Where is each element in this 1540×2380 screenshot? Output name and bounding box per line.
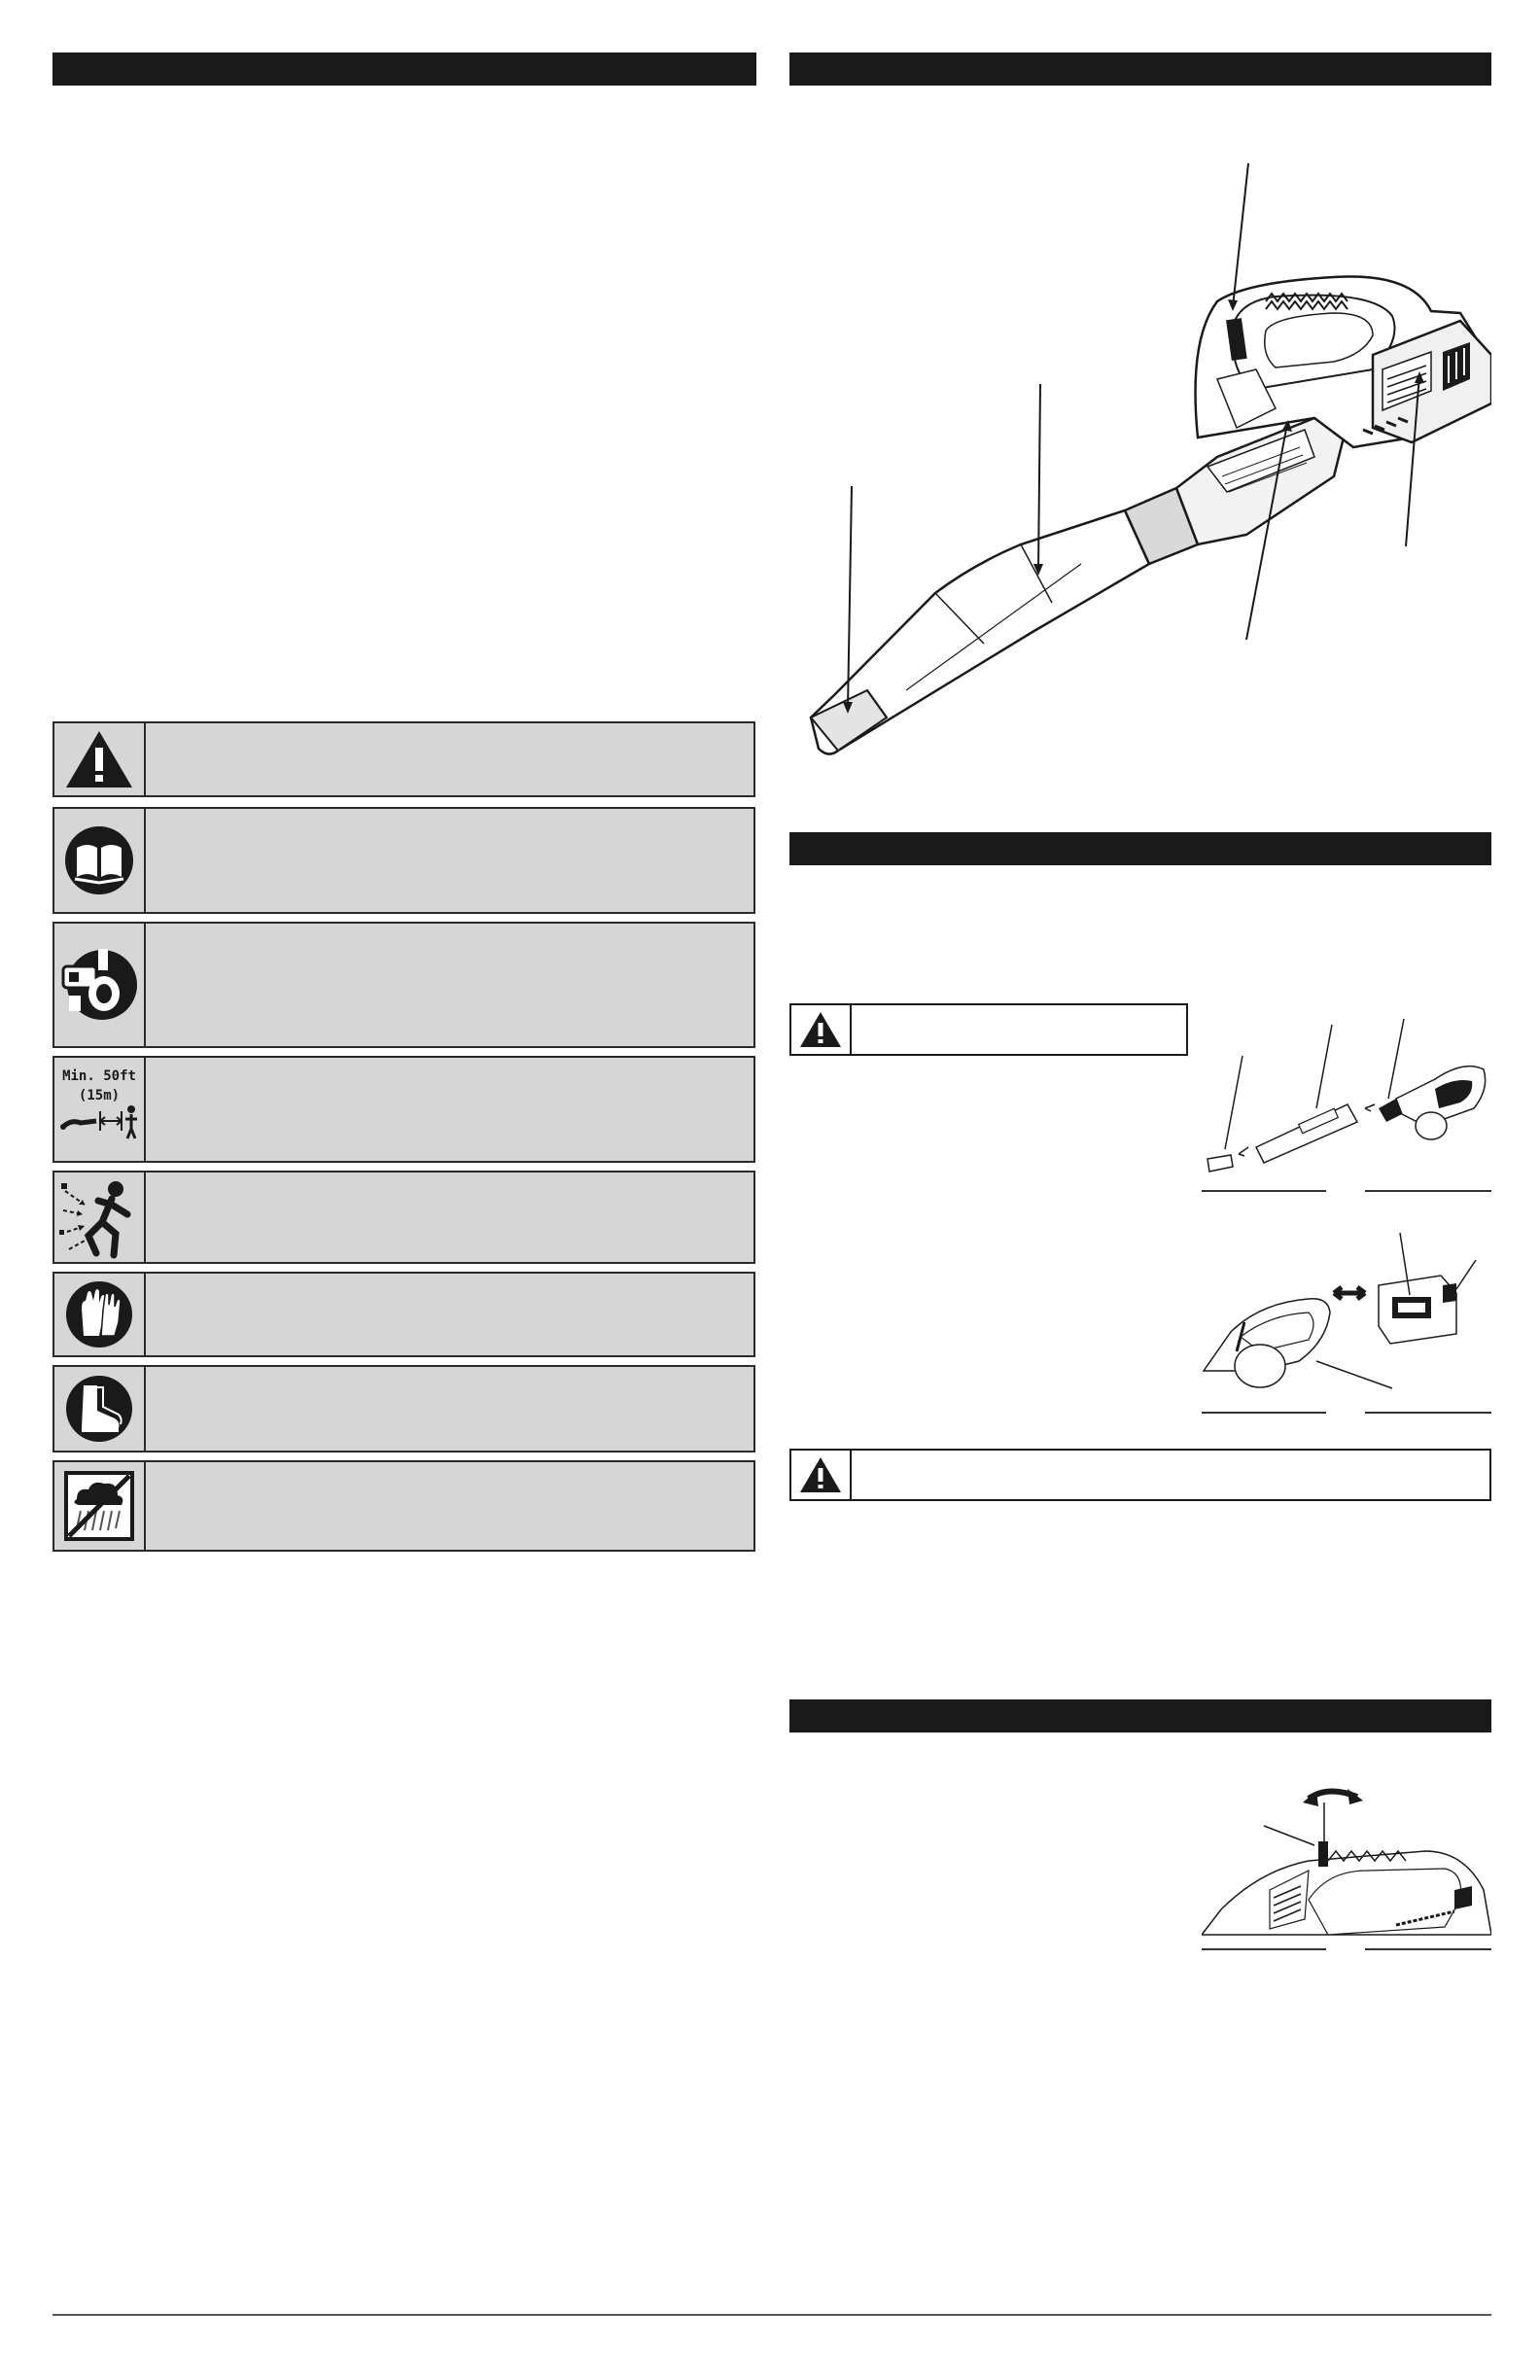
figure-caption-rule-1b [1365, 1190, 1491, 1192]
warning-icon-cell [791, 1005, 852, 1054]
warning-triangle-icon [798, 1455, 843, 1494]
safety-alert-icon [64, 728, 134, 790]
left-section-header-bar [52, 52, 756, 86]
distance-label-meters: (15m) [78, 1088, 121, 1103]
keep-distance-icon [57, 1063, 141, 1156]
gloves-icon [64, 1279, 134, 1349]
safety-alert-icon-cell [54, 723, 146, 795]
safety-row-eye-ear-protection [52, 922, 755, 1048]
no-rain-icon [63, 1470, 135, 1542]
eye-ear-protection-icon [59, 945, 139, 1025]
wear-gloves-icon-cell [54, 1274, 146, 1355]
right-section-header-bar-2 [789, 832, 1491, 865]
safety-row-read-manual [52, 807, 755, 914]
figure-caption-rule-3b [1365, 1948, 1491, 1950]
blower-main-illustration [789, 146, 1491, 778]
read-manual-icon [63, 824, 135, 896]
safety-row-no-rain [52, 1460, 755, 1552]
safety-row-wear-boots [52, 1365, 755, 1452]
read-manual-icon-cell [54, 809, 146, 912]
keep-distance-icon-cell [54, 1058, 146, 1161]
thrown-objects-icon-cell [54, 1172, 146, 1262]
tube-assembly-figure [1202, 1011, 1491, 1186]
figure-caption-rule-1a [1202, 1190, 1326, 1192]
wear-boots-icon-cell [54, 1367, 146, 1451]
eye-ear-protection-icon-cell [54, 924, 146, 1046]
warning-box-assembly [789, 1003, 1188, 1056]
switch-operation-figure [1202, 1764, 1491, 1939]
thrown-objects-icon [59, 1175, 139, 1259]
safety-row-warning [52, 721, 755, 797]
battery-insertion-figure [1202, 1225, 1491, 1410]
safety-row-keep-distance [52, 1056, 755, 1163]
warning-triangle-icon [798, 1010, 843, 1049]
distance-label-feet: Min. 50ft [62, 1068, 136, 1084]
no-rain-icon-cell [54, 1462, 146, 1550]
footer-rule [52, 2314, 1491, 2316]
figure-caption-rule-2a [1202, 1412, 1326, 1414]
safety-row-thrown-objects [52, 1171, 755, 1264]
right-section-header-bar-1 [789, 52, 1491, 86]
safety-row-wear-gloves [52, 1272, 755, 1357]
warning-icon-cell-2 [791, 1451, 852, 1499]
boots-icon [64, 1374, 134, 1444]
figure-caption-rule-2b [1365, 1412, 1491, 1414]
warning-box-battery [789, 1449, 1491, 1501]
figure-caption-rule-3a [1202, 1948, 1326, 1950]
right-section-header-bar-3 [789, 1699, 1491, 1732]
